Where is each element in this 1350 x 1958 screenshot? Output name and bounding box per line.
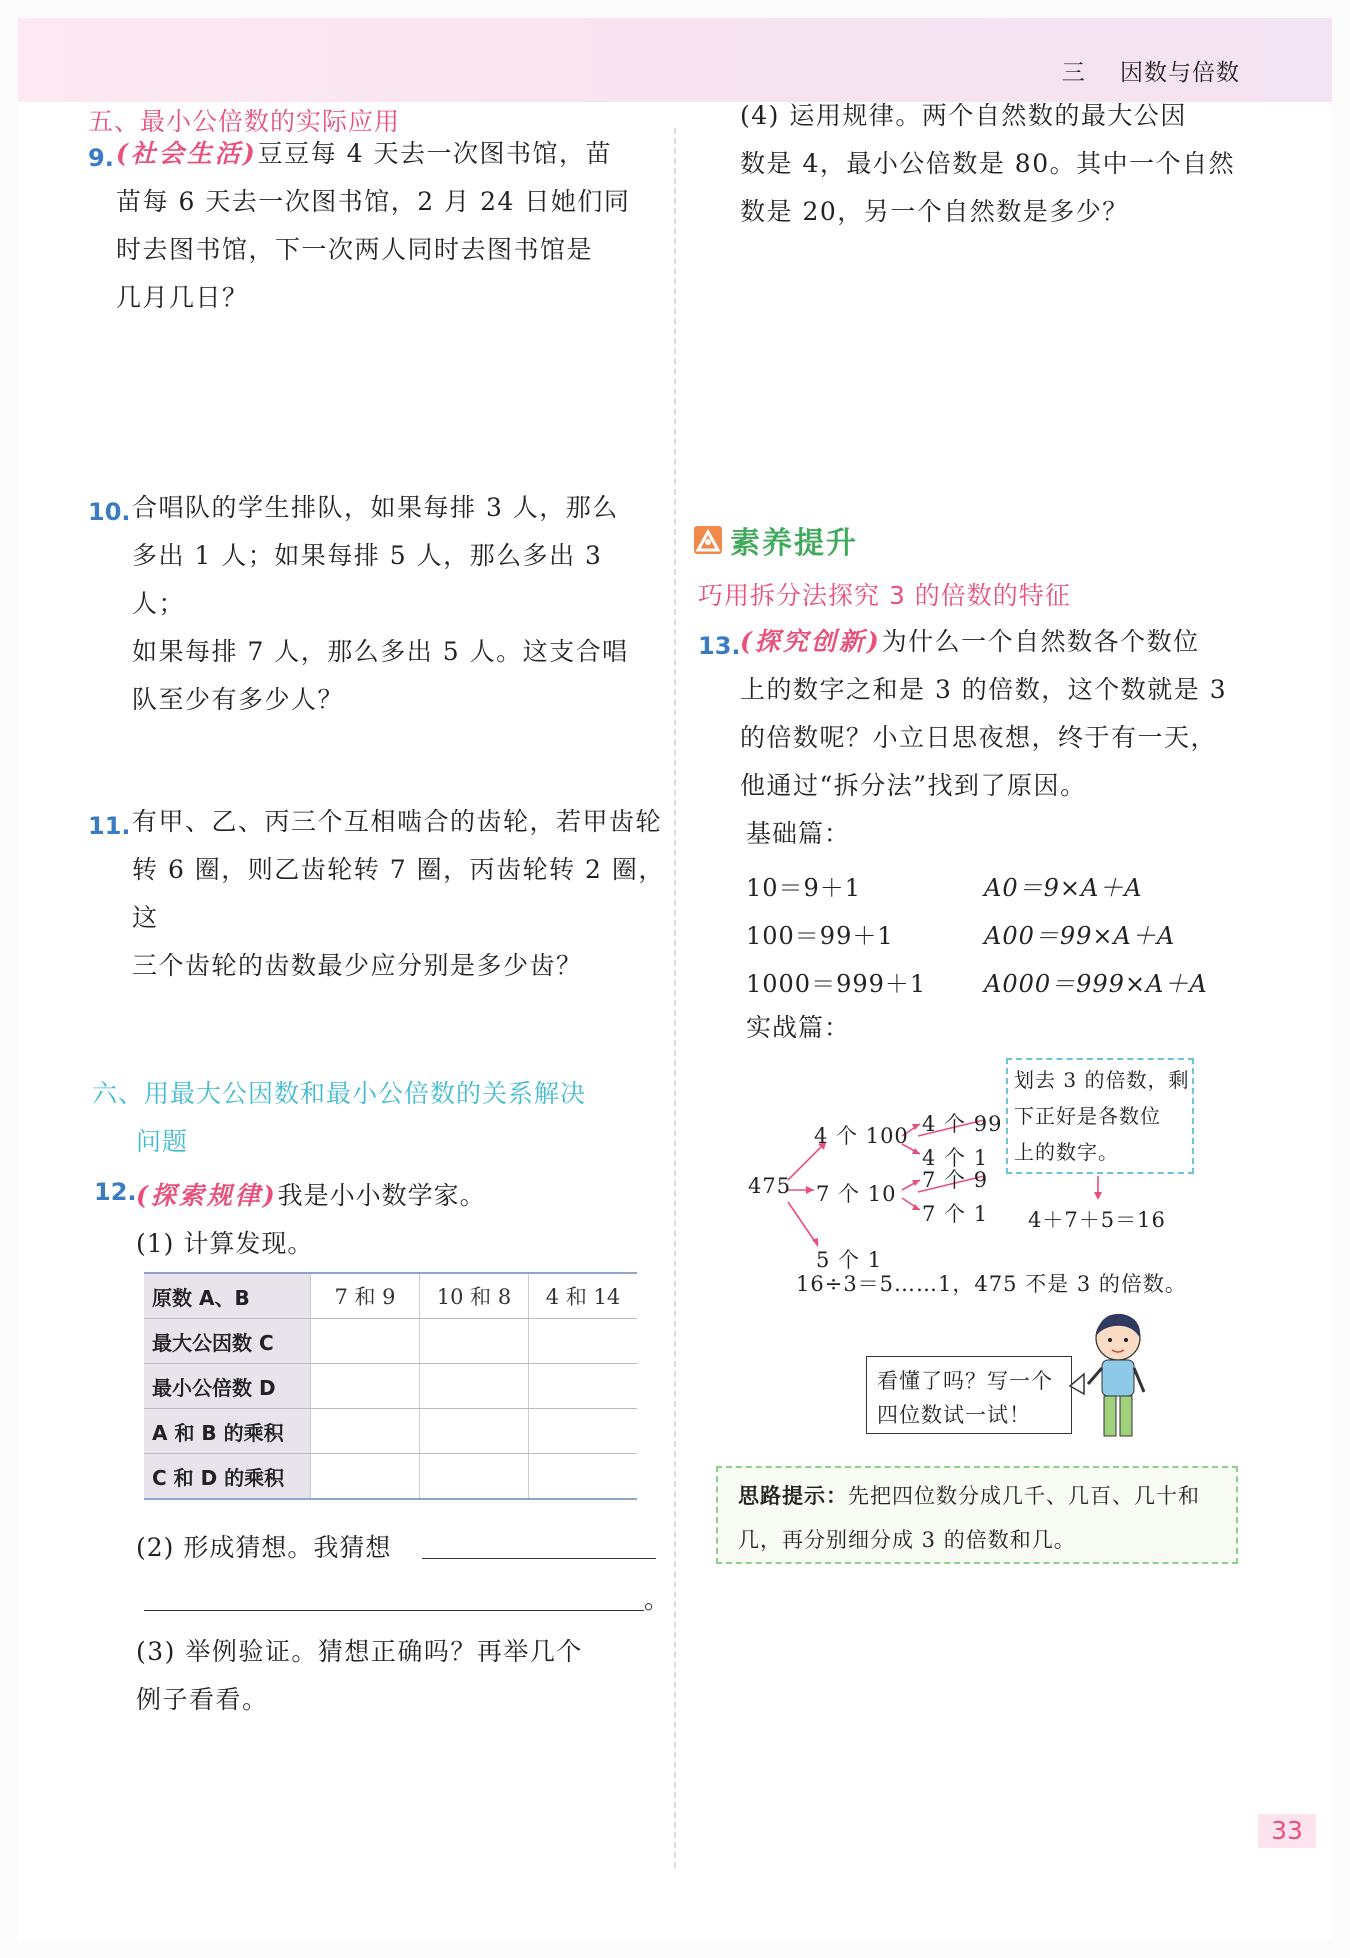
question-11-text: 有甲、乙、丙三个互相啮合的齿轮，若甲齿轮 转 6 圈，则乙齿轮转 7 圈，丙齿轮转 2 圈，这 三个齿轮的齿数最少应分别是多少齿？ xyxy=(132,807,665,980)
equation-right-2: A00＝99×A＋A xyxy=(984,922,1176,950)
chapter-title: 因数与倍数 xyxy=(1120,60,1240,86)
question-13-text: (探究创新)为什么一个自然数各个数位 上的数字之和是 3 的倍数，这个数就是 3 的倍数呢？小立日思夜想，终于有一天， 他通过“拆分法”找到了原因。 xyxy=(740,627,1228,800)
question-13-tag: (探究创新) xyxy=(740,627,882,656)
section-5-title: 五、最小公倍数的实际应用 xyxy=(88,107,401,136)
diagram-split-99: 4 个 99 xyxy=(922,1112,1003,1136)
question-12-part1: (1) 计算发现。 xyxy=(136,1229,314,1258)
chapter-number: 三 xyxy=(1061,60,1086,86)
diagram-split-9: 7 个 9 xyxy=(922,1168,989,1192)
row-header: 最小公倍数 D xyxy=(144,1364,311,1409)
row-header: 原数 A、B xyxy=(144,1273,311,1319)
row-header: C 和 D 的乘积 xyxy=(144,1454,311,1500)
diagram-root-475: 475 xyxy=(748,1174,792,1198)
diagram-branch-tens: 7 个 10 xyxy=(816,1182,897,1206)
page-number: 33 xyxy=(1258,1814,1316,1848)
diagram-branch-ones: 5 个 1 xyxy=(816,1248,883,1272)
hint-label: 思路提示： xyxy=(738,1484,848,1508)
question-12-part4: (4) 运用规律。两个自然数的最大公因 数是 4，最小公倍数是 80。其中一个自然 数是 20，另一个自然数是多少？ xyxy=(740,101,1236,226)
boy-character-icon xyxy=(1070,1308,1160,1448)
page xyxy=(18,18,1332,1940)
equation-left-3: 1000＝999＋1 xyxy=(746,970,927,998)
split-method-subtitle: 巧用拆分法探究 3 的倍数的特征 xyxy=(698,581,1071,610)
equation-left-2: 100＝99＋1 xyxy=(746,922,894,950)
column-header: 4 和 14 xyxy=(529,1273,638,1319)
question-13-number: 13. xyxy=(698,632,741,660)
diagram-split-4: 4 个 1 xyxy=(922,1146,989,1170)
question-10-number: 10. xyxy=(88,498,131,526)
question-12-intro: (探索规律)我是小小数学家。 xyxy=(136,1181,486,1210)
row-header: A 和 B 的乘积 xyxy=(144,1409,311,1454)
practice-label: 实战篇： xyxy=(746,1013,851,1042)
diagram-split-7: 7 个 1 xyxy=(922,1202,989,1226)
period-mark: 。 xyxy=(644,1585,671,1614)
question-12-number: 12. xyxy=(94,1178,137,1206)
question-9-number: 9. xyxy=(88,144,114,172)
question-11-number: 11. xyxy=(88,812,131,840)
strike-note-box: 划去 3 的倍数，剩 下正好是各数位 上的数字。 xyxy=(1006,1058,1194,1174)
column-header: 10 和 8 xyxy=(420,1273,529,1319)
equation-left-1: 10＝9＋1 xyxy=(746,874,862,902)
section-6-title-line1: 六、用最大公因数和最小公倍数的关系解决 xyxy=(92,1079,587,1108)
diagram-branch-hundreds: 4 个 100 xyxy=(814,1124,909,1148)
question-9-text: (社会生活)豆豆每 4 天去一次图书馆，苗 苗每 6 天去一次图书馆，2 月 24 日她们同 时去图书馆，下一次两人同时去图书馆是 几月几日？ xyxy=(116,139,631,312)
question-10-text: 合唱队的学生排队，如果每排 3 人，那么 多出 1 人；如果每排 5 人，那么多出 3 人； 如果每排 7 人，那么多出 5 人。这支合唱 队至少有多少人？ xyxy=(132,493,629,714)
question-9-tag: (社会生活) xyxy=(116,139,258,168)
question-12-tag: (探索规律) xyxy=(136,1181,278,1210)
row-header: 最大公因数 C xyxy=(144,1319,311,1364)
conclusion-text: 16÷3＝5……1，475 不是 3 的倍数。 xyxy=(796,1272,1187,1296)
column-header: 7 和 9 xyxy=(311,1273,420,1319)
section-6-title-line2: 问题 xyxy=(136,1127,189,1156)
basic-label: 基础篇： xyxy=(746,819,851,848)
equation-right-1: A0＝9×A＋A xyxy=(984,874,1143,902)
digit-sum: 4＋7＋5＝16 xyxy=(1028,1208,1166,1232)
speech-bubble: 看懂了吗？写一个 四位数试一试！ xyxy=(866,1356,1072,1434)
equation-right-3: A000＝999×A＋A xyxy=(984,970,1208,998)
hint-box: 思路提示：先把四位数分成几千、几百、几十和 几，再分别细分成 3 的倍数和几。 xyxy=(716,1466,1238,1564)
question-12-part3: (3) 举例验证。猜想正确吗？再举几个 例子看看。 xyxy=(136,1637,583,1714)
decomposition-diagram xyxy=(18,18,1332,1940)
question-12-part2: (2) 形成猜想。我猜想 xyxy=(136,1533,392,1562)
literacy-section-title: 素养提升 xyxy=(730,526,858,561)
